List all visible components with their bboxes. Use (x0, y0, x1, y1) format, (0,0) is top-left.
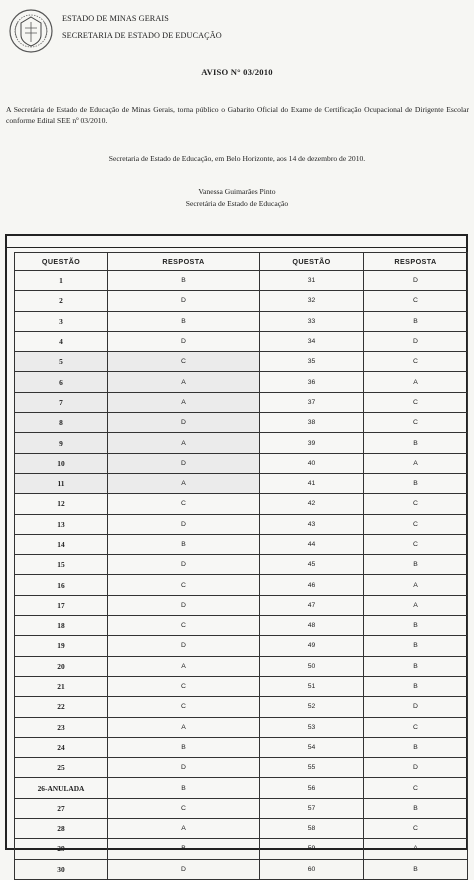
header-answer-1: RESPOSTA (108, 253, 260, 271)
question-cell: 50 (260, 656, 364, 676)
question-cell: 55 (260, 758, 364, 778)
table-row (15, 778, 468, 798)
answer-cell: A (108, 372, 260, 392)
question-cell: 31 (260, 271, 364, 291)
question-cell: 19 (15, 636, 108, 656)
answer-key-frame (5, 234, 468, 874)
signer-name: Vanessa Guimarães Pinto (198, 187, 276, 196)
question-cell: 12 (15, 494, 108, 514)
answer-cell: B (108, 534, 260, 554)
answer-cell: C (364, 819, 468, 839)
question-cell: 44 (260, 534, 364, 554)
answer-cell: C (364, 534, 468, 554)
table-row (15, 413, 468, 433)
answer-cell: C (364, 494, 468, 514)
answer-cell: D (108, 758, 260, 778)
answer-cell: C (364, 392, 468, 412)
question-cell: 25 (15, 758, 108, 778)
answer-cell: B (108, 311, 260, 331)
answer-cell: A (108, 433, 260, 453)
header-question-1: QUESTÃO (15, 253, 108, 271)
table-row (15, 697, 468, 717)
question-cell: 23 (15, 717, 108, 737)
question-cell: 13 (15, 514, 108, 534)
table-row (15, 819, 468, 839)
answer-cell: C (108, 676, 260, 696)
header-answer-2: RESPOSTA (364, 253, 468, 271)
notice-body: A Secretária de Estado de Educação de Minas Gerais, torna público o Gabarito Oficial do Exame de Certificação Ocupacional de Dirigente Escolar conforme Edital SEE nº 03/2010. (6, 105, 469, 125)
question-cell: 17 (15, 595, 108, 615)
question-cell: 49 (260, 636, 364, 656)
answer-cell: D (108, 859, 260, 879)
question-cell: 15 (15, 555, 108, 575)
table-row (15, 717, 468, 737)
question-cell: 6 (15, 372, 108, 392)
answer-cell: D (108, 636, 260, 656)
notice-place-date: Secretaria de Estado de Educação, em Belo Horizonte, aos 14 de dezembro de 2010. (108, 154, 366, 163)
question-cell: 48 (260, 616, 364, 636)
table-header-row (15, 253, 468, 271)
question-cell: 51 (260, 676, 364, 696)
question-cell: 18 (15, 616, 108, 636)
question-cell: 26-ANULADA (15, 778, 108, 798)
question-cell: 32 (260, 291, 364, 311)
answer-cell: C (364, 717, 468, 737)
answer-cell: B (364, 473, 468, 493)
answer-cell: D (108, 514, 260, 534)
notice-title: AVISO N° (201, 67, 241, 77)
table-row (15, 859, 468, 879)
answer-cell: D (108, 555, 260, 575)
header-secretariat: SECRETARIA DE ESTADO DE EDUCAÇÃO (62, 31, 222, 40)
answer-cell: C (108, 575, 260, 595)
table-row (15, 453, 468, 473)
question-cell: 39 (260, 433, 364, 453)
question-cell: 43 (260, 514, 364, 534)
answer-cell: D (364, 331, 468, 351)
question-cell: 42 (260, 494, 364, 514)
question-cell: 22 (15, 697, 108, 717)
answer-cell: A (364, 595, 468, 615)
question-cell: 16 (15, 575, 108, 595)
question-cell: 11 (15, 473, 108, 493)
answer-cell: B (364, 311, 468, 331)
table-row (15, 656, 468, 676)
table-row (15, 595, 468, 615)
table-row (15, 291, 468, 311)
table-row (15, 758, 468, 778)
answer-cell: D (108, 595, 260, 615)
answer-cell: B (364, 433, 468, 453)
answer-cell: B (364, 676, 468, 696)
question-cell: 37 (260, 392, 364, 412)
question-cell: 2 (15, 291, 108, 311)
question-cell: 46 (260, 575, 364, 595)
question-cell: 38 (260, 413, 364, 433)
table-row (15, 676, 468, 696)
question-cell: 40 (260, 453, 364, 473)
notice-number: 03/2010 (243, 67, 273, 77)
answer-cell: B (108, 778, 260, 798)
question-cell: 56 (260, 778, 364, 798)
answer-cell: B (108, 737, 260, 757)
question-cell: 4 (15, 331, 108, 351)
answer-cell: A (364, 372, 468, 392)
answer-cell: D (364, 697, 468, 717)
answer-cell: C (108, 697, 260, 717)
table-row (15, 433, 468, 453)
question-cell: 45 (260, 555, 364, 575)
answer-cell: C (108, 798, 260, 818)
answer-cell: D (108, 291, 260, 311)
question-cell: 36 (260, 372, 364, 392)
table-row (15, 798, 468, 818)
question-cell: 24 (15, 737, 108, 757)
question-cell: 20 (15, 656, 108, 676)
question-cell: 58 (260, 819, 364, 839)
question-cell: 47 (260, 595, 364, 615)
question-cell: 29 (15, 839, 108, 859)
answer-cell: A (108, 473, 260, 493)
header-question-2: QUESTÃO (260, 253, 364, 271)
answer-cell: B (364, 798, 468, 818)
table-row (15, 737, 468, 757)
question-cell: 60 (260, 859, 364, 879)
answer-cell: A (108, 717, 260, 737)
answer-cell: B (364, 859, 468, 879)
answer-cell: A (364, 453, 468, 473)
table-row (15, 311, 468, 331)
question-cell: 8 (15, 413, 108, 433)
answer-cell: D (364, 758, 468, 778)
answer-cell: B (364, 656, 468, 676)
frame-top-bar (7, 236, 466, 248)
table-row (15, 616, 468, 636)
table-row (15, 636, 468, 656)
table-row (15, 473, 468, 493)
question-cell: 7 (15, 392, 108, 412)
answer-cell: D (108, 453, 260, 473)
answer-cell: B (108, 271, 260, 291)
question-cell: 57 (260, 798, 364, 818)
answer-cell: A (364, 575, 468, 595)
table-row (15, 555, 468, 575)
answer-cell: B (108, 839, 260, 859)
question-cell: 5 (15, 352, 108, 372)
table-row (15, 372, 468, 392)
question-cell: 30 (15, 859, 108, 879)
question-cell: 52 (260, 697, 364, 717)
answer-cell: C (364, 413, 468, 433)
table-row (15, 575, 468, 595)
answer-cell: C (108, 616, 260, 636)
question-cell: 3 (15, 311, 108, 331)
answer-cell: C (108, 352, 260, 372)
table-row (15, 534, 468, 554)
answer-cell: B (364, 636, 468, 656)
answer-cell: C (364, 514, 468, 534)
table-row (15, 494, 468, 514)
table-row (15, 839, 468, 859)
question-cell: 35 (260, 352, 364, 372)
answer-cell: B (364, 737, 468, 757)
signer-title: Secretária de Estado de Educação (185, 199, 289, 208)
question-cell: 59 (260, 839, 364, 859)
answer-cell: A (108, 392, 260, 412)
answer-cell: B (364, 616, 468, 636)
table-row (15, 271, 468, 291)
question-cell: 28 (15, 819, 108, 839)
question-cell: 34 (260, 331, 364, 351)
table-row (15, 514, 468, 534)
table-row (15, 392, 468, 412)
answer-cell: A (108, 656, 260, 676)
answer-cell: C (364, 778, 468, 798)
table-row (15, 352, 468, 372)
question-cell: 53 (260, 717, 364, 737)
header-state: ESTADO DE MINAS GERAIS (62, 14, 169, 23)
question-cell: 10 (15, 453, 108, 473)
answer-cell: C (364, 291, 468, 311)
answer-cell: C (364, 352, 468, 372)
coat-of-arms-seal-icon (8, 8, 54, 54)
answer-cell: B (364, 555, 468, 575)
answer-cell: D (364, 271, 468, 291)
question-cell: 41 (260, 473, 364, 493)
question-cell: 1 (15, 271, 108, 291)
table-row (15, 331, 468, 351)
question-cell: 9 (15, 433, 108, 453)
answer-cell: C (108, 494, 260, 514)
answer-cell: D (108, 413, 260, 433)
question-cell: 33 (260, 311, 364, 331)
answer-cell: A (108, 819, 260, 839)
answer-cell: D (108, 331, 260, 351)
question-cell: 21 (15, 676, 108, 696)
answer-cell: A (364, 839, 468, 859)
question-cell: 54 (260, 737, 364, 757)
question-cell: 14 (15, 534, 108, 554)
notice-title-line (0, 67, 474, 77)
question-cell: 27 (15, 798, 108, 818)
answer-key-table (14, 252, 468, 880)
